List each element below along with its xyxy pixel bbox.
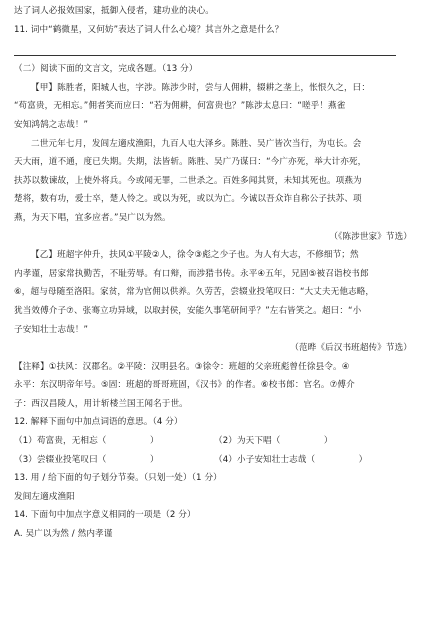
passage-jia-line: 二世元年七月，发闾左適戍渔阳，九百人屯大泽乡。陈胜、吴广皆次当行，为屯长。会 [31,138,362,149]
question-12: 12. 解释下面句中加点词语的意思。（4 分） [14,417,183,428]
passage-jia-line: 安知鸿鹄之志哉！” [14,119,89,130]
question-12-item: （4）小子安知壮士志哉（ ） [214,454,368,465]
passage-yi-line: 犹当效傅介子⑦、张骞立功异域，以取封侯，安能久事笔研间乎？”左右皆笑之。超曰：“小 [14,305,362,316]
question-14-option-a: A. 吴广以为然 / 然内孝谨 [14,529,113,540]
question-12-row [14,432,412,451]
question-14: 14. 下面句中加点字意义相同的一项是（2 分） [14,510,196,521]
question-12-item: （1）苟富贵，无相忘（ ） [14,436,159,447]
notes-line: 子：西汉昌陵人，用计斩楼兰国王闻名于世。 [14,398,188,409]
text-line: 达了词人必报效国家，抵御入侵者，建功业的决心。 [14,6,214,16]
passage-jia-line: “苟富贵，无相忘。”佣者笑而应曰：“若为佣耕，何富贵也？”陈涉太息曰：“嗟乎！燕雀 [14,101,346,112]
passage-jia-line: 天大雨，道不通，度已失期。失期，法皆斩。陈胜、吴广乃谋曰：“今广亦死，举大计亦死， [14,157,367,168]
passage-yi-line: ⑥，超与母随至洛阳。家贫，常为官佣以供养。久劳苦，尝辍业投笔叹曰：“大丈夫无他志略， [14,287,375,298]
passage-jia-line: 扶苏以数谏故，上使外将兵。今或闻无罪，二世杀之。百姓多闻其贤，未知其死也。项燕为 [14,175,362,186]
passage-yi-line: 【乙】班超字仲升，扶风①平陵②人，徐令③彪之少子也。为人有大志，不修细节；然 [31,250,359,261]
answer-rule [14,55,396,56]
question-12-item: （2）为天下唱（ ） [214,436,333,447]
passage-jia-line: 燕，为天下唱，宜多应者。”吴广以为然。 [14,212,171,223]
notes-line: 【注释】①扶风：汉郡名。②平陵：汉明县名。③徐令：班超的父亲班彪曾任徐县令。④ [14,361,350,372]
passage-jia-line: 楚将，数有功，爱士卒，楚人怜之。或以为死，或以为亡。今诚以吾众诈自称公子扶苏、项 [14,194,362,205]
question-12-item: （3）尝辍业投笔叹曰（ ） [14,454,159,465]
question-13-sentence: 发闾左適戍渔阳 [14,491,75,502]
passage-yi-line: 内孝谨，居家常执勤苦，不耻劳辱。有口辩，而涉猎书传。永平④五年，兄固⑤被召诣校书郎 [14,268,369,279]
question-11: 11. 词中“鹤微星，又何妨”表达了词人什么心境？其言外之意是什么？ [14,24,284,35]
question-13: 13. 用 / 给下面的句子划分节奏。（只划一处）（1 分） [14,473,222,484]
source-citation: （范晔《后汉书班超传》节选） [290,343,412,354]
section-heading: （二）阅读下面的文言文，完成各题。（13 分） [14,64,198,75]
passage-jia-line: 【甲】陈胜者，阳城人也，字涉。陈涉少时，尝与人佣耕，辍耕之垄上，怅恨久之，曰： [31,82,371,93]
source-citation: （《陈涉世家》节选） [329,231,412,242]
notes-line: 永平：东汉明帝年号。⑤固：班超的哥哥班固，《汉书》的作者。⑥校书郎：官名。⑦傅介 [14,380,355,391]
passage-yi-line: 子安知壮士志哉！” [14,324,89,335]
question-12-row [14,451,412,470]
